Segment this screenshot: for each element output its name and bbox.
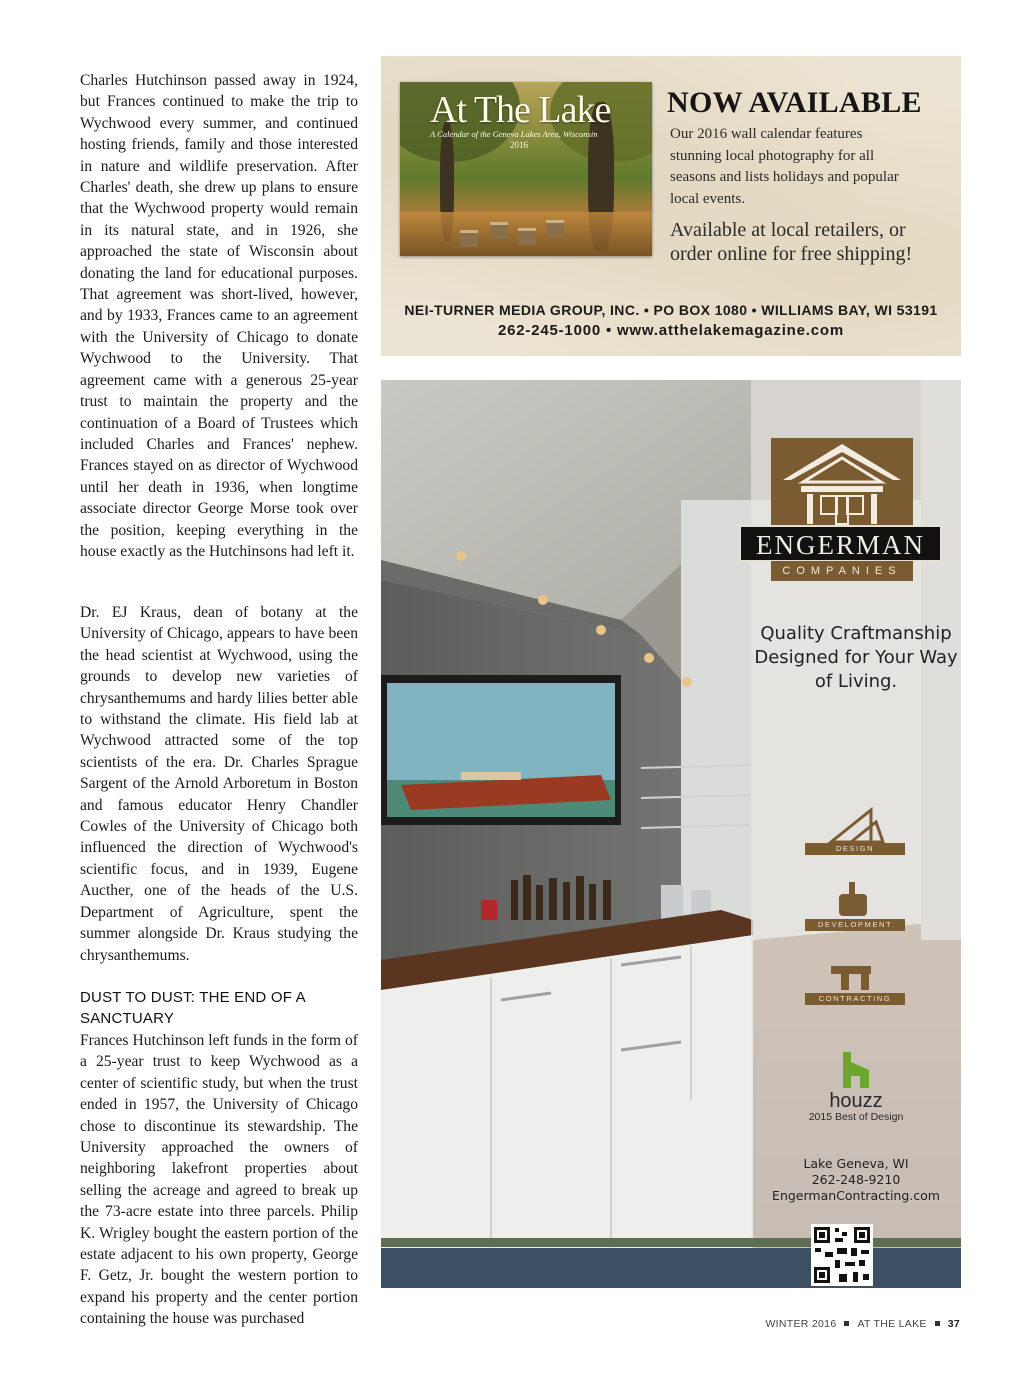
article-paragraph-3: Frances Hutchinson left funds in the form of a 25-year trust to keep Wychwood as a center of scientific study, but when the trust ended in 1957, the University of Chicago chose to discontinue its stewardship. The University approached the owners of neighboring lakefront properties about selling the acreage and agreed to break up the 73-acre estate into three parcels. Philip K. Wrigley bought the eastern portion of the estate adjacent to his own property, George F. Getz, Jr. bought the western portion to expand his property and the center portion containing the house was purchased	[80, 1032, 358, 1328]
calendar-cover-title: At The Lake	[430, 89, 611, 131]
ad-stripe-green	[381, 1238, 961, 1247]
calendar-cover-image	[400, 82, 652, 256]
houzz-award: 2015 Best of Design	[808, 1111, 904, 1123]
ad-headline: NOW AVAILABLE	[667, 86, 922, 119]
article-paragraph-2: Dr. EJ Kraus, dean of botany at the University of Chicago, appears to have been the head scientist at Wychwood, using the grounds to develop new varieties of chrysanthemums and hardy lilies better able to withstand the climate. His field lab at Wychwood attracted some of the top scientists of the era. Dr. Charles Sprague Sargent of the Arnold Arboretum in Boston and famous educator Henry Chandler Cowles of the University of Chicago both influenced the direction of Wychwood's scientific focus, and in 1939, Eugene Aucther, one of the heads of the U.S. Department of Agriculture, spent the summer alongside Dr. Kraus studying the chrysanthemums.	[80, 604, 358, 964]
footer-separator	[844, 1321, 849, 1326]
engerman-wordmark: ENGERMAN	[739, 525, 942, 562]
footer-magazine: AT THE LAKE	[857, 1318, 927, 1330]
house-logo-icon	[771, 438, 913, 528]
calendar-ad[interactable]	[381, 56, 961, 356]
engerman-ad[interactable]	[381, 380, 961, 1288]
publisher-contact[interactable]: 262-245-1000 • www.atthelakemagazine.com	[497, 322, 844, 339]
engerman-companies-label: COMPANIES	[771, 561, 913, 581]
houzz-icon	[843, 1052, 869, 1088]
engerman-location: Lake Geneva, WI	[803, 1156, 909, 1171]
development-icon	[821, 880, 891, 918]
calendar-cover-year: 2016	[510, 140, 528, 150]
service-design: DESIGN	[805, 843, 905, 855]
service-contracting: CONTRACTING	[805, 993, 905, 1005]
publisher-address: NEI-TURNER MEDIA GROUP, INC. • PO BOX 1080 • WILLIAMS BAY, WI 53191	[404, 302, 938, 318]
ad-stripe-blue	[381, 1248, 961, 1288]
footer-issue: WINTER 2016	[765, 1318, 837, 1330]
section-subhead: DUST TO DUST: THE END OF A SANCTUARY	[80, 989, 305, 1027]
page-number: 37	[947, 1318, 960, 1330]
engerman-website[interactable]: EngermanContracting.com	[772, 1188, 940, 1203]
article-column-middle	[80, 602, 358, 966]
article-column-bottom	[80, 987, 358, 1330]
design-icon	[821, 802, 891, 846]
article-column-top	[80, 70, 358, 562]
engerman-tagline: Quality Craftmanship Designed for Your Way of Living.	[754, 623, 958, 692]
engerman-contact	[751, 1156, 961, 1204]
ad-availability: Available at local retailers, or order online for free shipping!	[670, 219, 913, 265]
article-paragraph-1: Charles Hutchinson passed away in 1924, but Frances continued to make the trip to Wychwood every summer, and continued hosting friends, family and those interested in nature and wildlife preservation. After Charles' death, she drew up plans to ensure that the Wychwood property would remain in its natural state, and in 1926, she approached the state of Wisconsin about donating the land for educational purposes. That agreement was short-lived, however, and by 1933, Frances came to an agreement with the University of Chicago to donate Wychwood to the University. That agreement came with a generous 25-year trust to maintain the property and the continuation of a Board of Trustees which included Charles and Frances' nephew. Frances stayed on as director of Wychwood until her death in 1936, when longtime associate director George Morse took over the position, keeping everything in the house exactly as the Hutchinsons had left it.	[80, 72, 358, 560]
qr-code-icon[interactable]	[811, 1224, 873, 1286]
houzz-brand: houzz	[829, 1090, 883, 1112]
contracting-icon	[821, 958, 891, 992]
engerman-phone[interactable]: 262-248-9210	[811, 1172, 901, 1187]
page-footer	[765, 1318, 960, 1330]
service-development: DEVELOPMENT	[805, 919, 905, 931]
calendar-cover-subtitle: A Calendar of the Geneva Lakes Area, Wisconsin	[430, 129, 598, 139]
footer-separator	[935, 1321, 940, 1326]
ad-description: Our 2016 wall calendar features stunning local photography for all seasons and lists holidays and popular local events.	[670, 126, 899, 207]
